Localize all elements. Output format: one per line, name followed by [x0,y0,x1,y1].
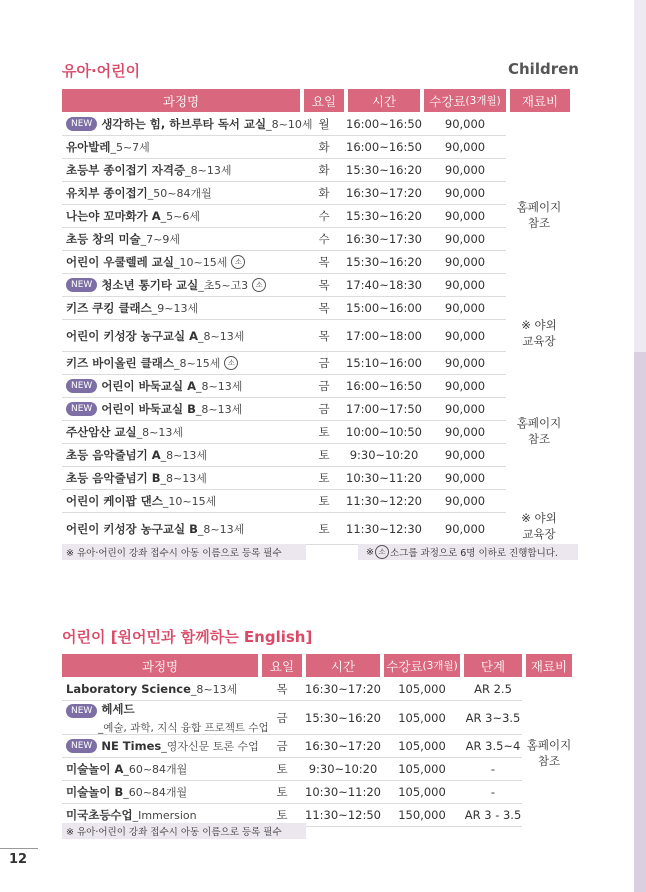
header-fee-sub: (3개월) [465,95,501,107]
material-note-2 [505,318,573,348]
header-day: 요일 [304,89,344,112]
section1-footnote-left: ※ 유아·어린이 강좌 접수시 아동 이름으로 등록 필수 [62,544,306,560]
course-age: _8~13세 [185,164,232,177]
course-level: AR 3.5~4 [465,739,521,753]
course-time: 17:00~18:00 [346,328,422,343]
course-name-cell [66,735,260,757]
table-row [62,678,522,701]
course-name-cell [66,182,302,204]
course-name: Laboratory Science [66,682,191,696]
material-note-2-line1: ※ 야외 [521,318,557,332]
table-row [62,398,506,421]
header2-day: 요일 [262,654,302,677]
course-name-line [66,701,135,718]
footnote-prefix: ※ [366,546,374,558]
course-name-cell [66,251,302,273]
course-day: 목 [318,301,330,315]
course-fee: 90,000 [444,232,486,246]
course-day: 토 [318,471,330,485]
course-age: _5~6세 [160,210,201,223]
course-time: 9:30~10:20 [308,762,378,776]
course-fee: 90,000 [444,209,486,223]
course-name-cell [66,320,302,351]
course-name-cell [66,136,302,158]
course-fee: 90,000 [444,301,486,315]
course-name-cell [66,444,302,466]
small-group-icon: 소 [231,255,245,269]
course-fee: 105,000 [398,739,446,753]
header2-fee-label: 수강료 [386,658,423,674]
small-group-icon: 소 [224,356,238,370]
table-row [62,182,506,205]
table-row [62,159,506,182]
table-row [62,375,506,398]
course-age: _8~13세 [190,683,238,696]
course-name: 초등 음악줄넘기 A [66,448,161,462]
course-name: 유아발레 [66,140,111,154]
course-name: 어린이 우쿨렐레 교실 [66,255,174,269]
course-fee: 90,000 [444,186,486,200]
course-day: 목 [318,278,330,292]
course-age: _8~15세 [174,357,221,370]
course-name-cell [66,297,302,319]
course-name-cell [66,205,302,227]
course-time: 16:30~17:20 [346,186,422,200]
course-time: 16:30~17:30 [346,232,422,246]
course-day: 토 [276,785,288,799]
course-name: 청소년 통기타 교실 [101,278,199,292]
material-note-1-line2: 참조 [527,216,551,230]
course-day: 토 [318,494,330,508]
course-day: 토 [318,425,330,439]
course-fee: 90,000 [444,255,486,269]
course-fee: 105,000 [398,710,446,725]
course-day: 토 [318,448,330,462]
new-badge: NEW [66,379,97,393]
course-age: _10~15세 [162,495,217,508]
material-note-1 [505,192,573,238]
course-name-cell [66,375,302,397]
course-fee: 90,000 [444,163,486,177]
course-day: 목 [318,328,330,343]
course-name-cell [66,490,302,512]
course-day: 수 [318,232,330,246]
course-age: _8~13세 [195,403,243,416]
header-time: 시간 [348,89,420,112]
course-fee: 90,000 [444,379,486,393]
course-time: 17:40~18:30 [346,278,422,292]
course-time: 11:30~12:20 [346,494,422,508]
table-row [62,735,522,758]
table-row [62,251,506,274]
course-fee: 90,000 [444,140,486,154]
material-note-2-line2: 교육장 [522,334,556,348]
table-row [62,467,506,490]
course-day: 화 [318,186,330,200]
table-row [62,320,506,352]
course-fee: 90,000 [444,425,486,439]
course-age: _60~84개월 [123,786,188,799]
course-level: AR 3~3.5 [465,710,521,725]
material-note-4-line1: ※ 야외 [521,511,557,525]
course-time: 15:10~16:00 [346,356,422,370]
course-age: _8~13세 [160,472,207,485]
course-age: _5~7세 [110,141,150,154]
table-row [62,758,522,781]
header2-name: 과정명 [62,654,258,677]
course-fee: 90,000 [444,402,486,416]
material-note-3 [505,408,573,454]
table-row [62,136,506,159]
course-name: 초등부 종이접기 자격증 [66,163,186,177]
header-material: 재료비 [510,89,570,112]
new-badge: NEW [66,704,97,718]
table-row [62,444,506,467]
course-age: _영자신문 토론 수업 [161,740,259,753]
course-fee: 90,000 [444,448,486,462]
course-day: 금 [276,739,288,753]
course-name: 미국초등수업 [66,808,133,822]
course-time: 9:30~10:20 [349,448,419,462]
new-badge: NEW [66,739,97,753]
course-fee: 105,000 [398,682,446,696]
course-level: - [490,785,496,799]
course-age: _60~84개월 [123,763,188,776]
course-time: 16:00~16:50 [346,140,422,154]
small-group-icon: 소 [252,278,266,292]
course-day: 금 [318,356,330,370]
course-name: 미술놀이 B [66,785,124,799]
course-day: 토 [276,762,288,776]
course-day: 목 [276,682,288,696]
course-name: 어린이 키성장 농구교실 B [66,521,198,536]
course-name: 키즈 바이올린 클래스 [66,356,174,370]
course-name: 생각하는 힘, 하브루타 독서 교실 [101,117,267,131]
course-subtitle: _예술, 과학, 지식 융합 프로젝트 수업 [98,721,269,734]
course-day: 금 [276,710,288,725]
course-name: 초등 창의 미술 [66,232,141,246]
footnote-right-text: 소그룹 과정으로 6명 이하로 진행합니다. [389,548,558,559]
course-name: 어린이 바둑교실 B [101,402,196,416]
course-name: 미술놀이 A [66,762,124,776]
course-age: _초5~고3 [198,279,249,292]
course-age: _8~13세 [136,426,184,439]
course-fee: 90,000 [444,494,486,508]
course-day: 금 [318,379,330,393]
section2-material-note [522,730,576,776]
course-level: AR 3 - 3.5 [464,808,522,822]
course-time: 11:30~12:50 [305,808,381,822]
course-time: 15:30~16:20 [346,255,422,269]
course-day: 토 [318,521,330,536]
section2-title: 어린이 [원어민과 함께하는 English] [62,628,313,646]
material-note-4-line2: 교육장 [522,527,556,541]
course-age: _8~13세 [197,522,245,536]
course-level: - [490,762,496,776]
header2-fee-sub: (3개월) [422,660,458,672]
table-row [62,113,506,136]
table-row [62,490,506,513]
course-time: 11:30~12:30 [346,521,422,536]
material-note-3-line2: 참조 [527,432,551,446]
section2-footnote: ※ 유아·어린이 강좌 접수시 아동 이름으로 등록 필수 [62,823,306,839]
section2-material-note-line1: 홈페이지 [526,738,572,752]
header-name: 과정명 [62,89,300,112]
course-age: _8~13세 [196,380,243,393]
course-name-cell [66,228,302,250]
material-note-4 [505,511,573,541]
course-name: 유치부 종이접기 [66,186,148,200]
course-fee: 90,000 [444,278,486,292]
course-name: 어린이 키성장 농구교실 A [66,328,198,343]
course-name-cell [66,159,302,181]
course-name-cell [66,274,302,296]
course-time: 16:00~16:50 [346,117,422,131]
course-age: _8~13세 [160,449,208,462]
table-row [62,701,522,735]
header-fee [424,89,506,112]
course-name: NE Times [101,739,162,753]
course-time: 16:30~17:20 [305,739,381,753]
small-group-icon: 소 [375,545,389,559]
table-row [62,228,506,251]
course-name-cell [66,398,302,420]
course-name-cell [66,513,302,544]
table-row [62,274,506,297]
course-age: _7~9세 [140,233,181,246]
page-edge-accent [634,352,646,892]
course-fee: 90,000 [444,328,486,343]
course-age: _50~84개월 [147,187,212,200]
course-fee: 105,000 [398,762,446,776]
course-name-cell [66,678,260,700]
header2-time: 시간 [306,654,380,677]
course-day: 화 [318,140,330,154]
course-name-cell [66,467,302,489]
course-day: 목 [318,255,330,269]
course-name: 어린이 바둑교실 A [101,379,196,393]
course-day: 수 [318,209,330,223]
table-row [62,205,506,228]
course-time: 10:30~11:20 [346,471,422,485]
course-name-cell [66,113,313,135]
course-time: 15:30~16:20 [346,163,422,177]
course-name: 키즈 쿠킹 클래스 [66,301,152,315]
section1-footnote-right [358,544,578,560]
course-age: _Immersion [132,808,197,822]
course-name: 주산암산 교실 [66,425,137,439]
page-number-rule [0,848,38,849]
course-age: _8~10세 [266,118,313,131]
course-time: 10:30~11:20 [305,785,381,799]
course-name-cell [66,701,269,734]
section1-title: 유아·어린이 [62,62,141,80]
course-name-cell [66,781,260,803]
table-row [62,781,522,804]
table-row [62,421,506,444]
course-day: 토 [276,808,288,822]
course-time: 16:30~17:20 [305,682,381,696]
course-name: 어린이 케이팝 댄스 [66,494,163,508]
course-age: _9~13세 [151,302,199,315]
course-time: 17:00~17:50 [346,402,422,416]
header2-material: 재료비 [526,654,572,677]
table-row [62,352,506,375]
new-badge: NEW [66,402,97,416]
section2-material-note-line2: 참조 [537,754,561,768]
course-fee: 90,000 [444,521,486,536]
course-name: 초등 음악줄넘기 B [66,471,161,485]
course-level: AR 2.5 [474,682,512,696]
course-day: 화 [318,163,330,177]
course-name-cell [66,421,302,443]
section1-title-en: Children [508,60,579,78]
table-row [62,513,506,545]
table-row [62,297,506,320]
course-fee: 90,000 [444,471,486,485]
course-fee: 90,000 [444,356,486,370]
course-name-cell [66,758,260,780]
course-day: 월 [318,117,330,131]
course-time: 15:30~16:20 [305,710,381,725]
course-time: 15:30~16:20 [346,209,422,223]
course-name-cell [66,352,302,374]
course-age: _10~15세 [174,256,228,269]
page-number: 12 [9,852,28,867]
course-age: _8~13세 [198,329,245,343]
header-fee-label: 수강료 [429,93,466,109]
material-note-3-line1: 홈페이지 [516,416,562,430]
course-time: 10:00~10:50 [346,425,422,439]
course-name: 나는야 꼬마화가 A [66,209,161,223]
course-time: 16:00~16:50 [346,379,422,393]
material-note-1-line1: 홈페이지 [516,200,562,214]
new-badge: NEW [66,278,97,292]
page-edge-bar [634,0,646,892]
header2-fee [384,654,460,677]
course-day: 금 [318,402,330,416]
course-name: 헤세드 [101,701,135,716]
new-badge: NEW [66,117,97,131]
header2-level: 단계 [464,654,522,677]
course-fee: 90,000 [444,117,486,131]
course-time: 15:00~16:00 [346,301,422,315]
course-fee: 105,000 [398,785,446,799]
course-fee: 150,000 [398,808,446,822]
